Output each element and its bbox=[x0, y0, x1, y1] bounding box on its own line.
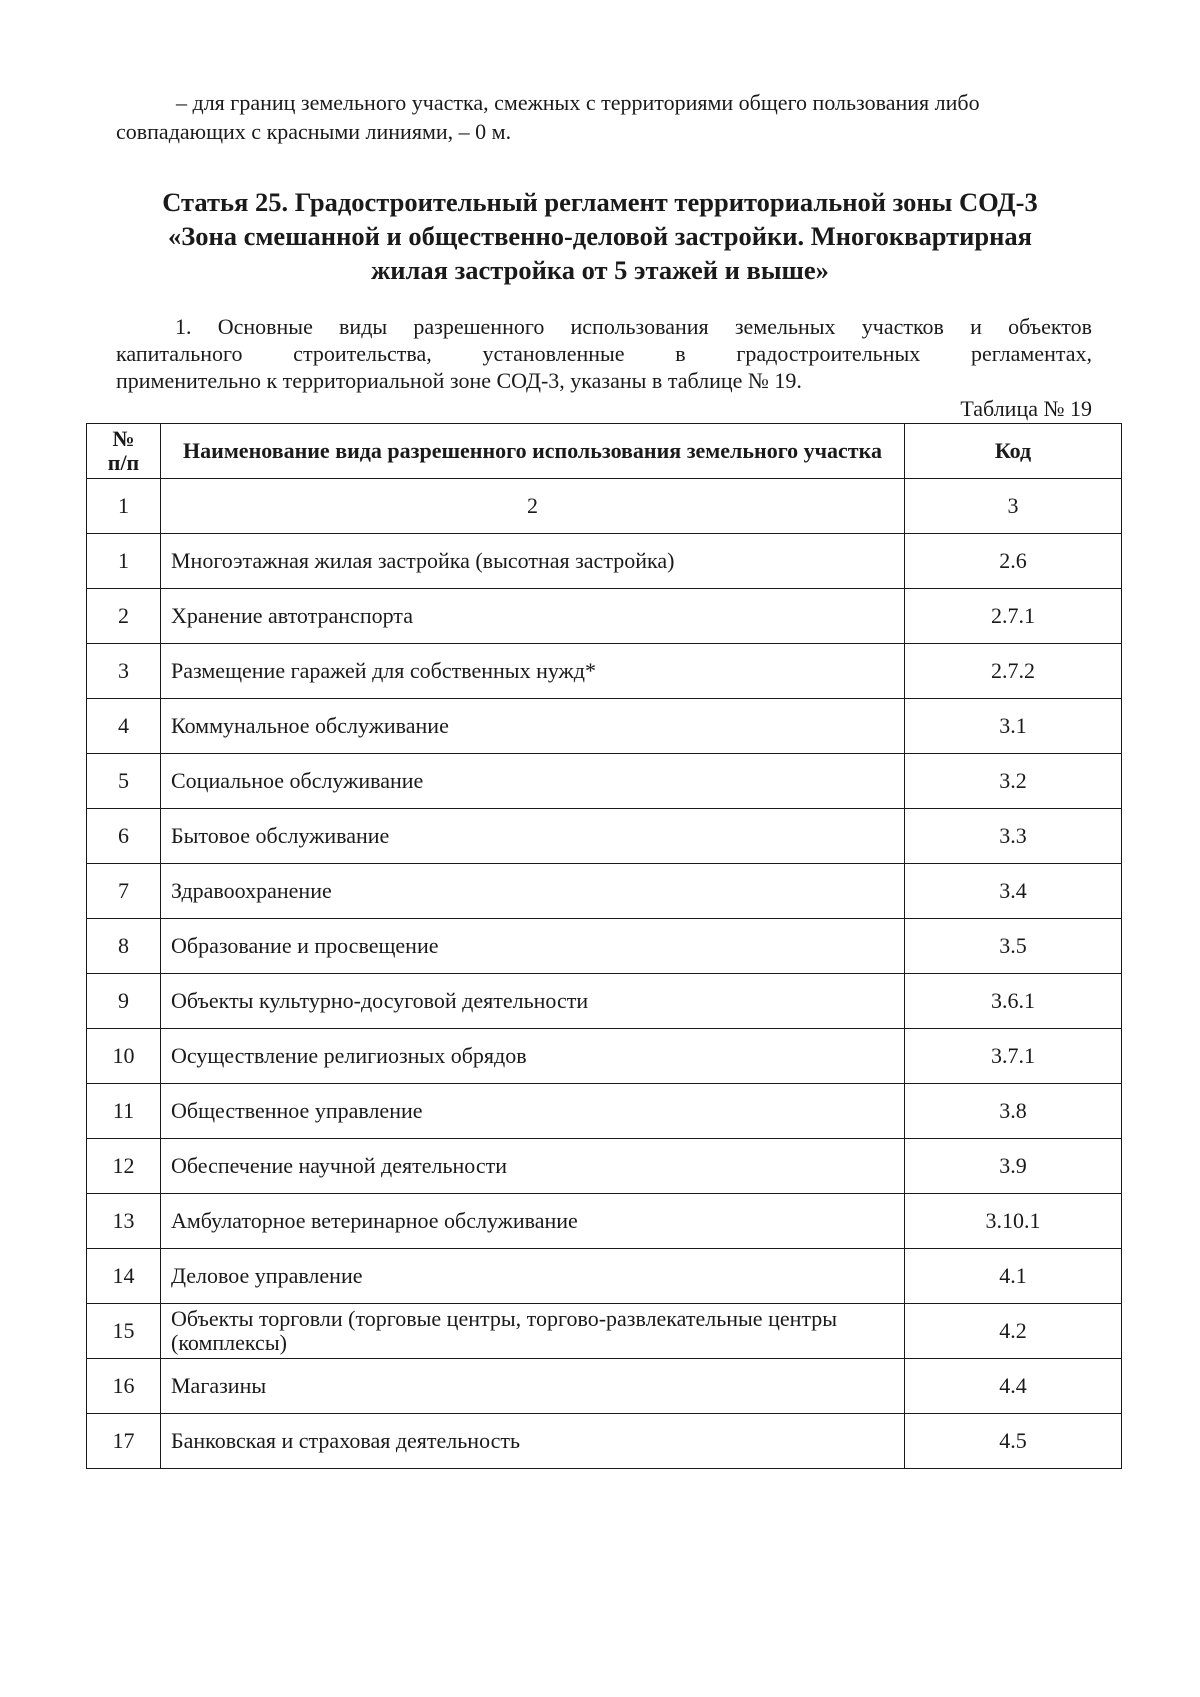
row-use-name-cell: Социальное обслуживание bbox=[161, 754, 905, 809]
paragraph-line-1: 1. Основные виды разрешенного использования земельных участков и объектов bbox=[175, 314, 1092, 339]
row-use-name-cell: Объекты культурно-досуговой деятельности bbox=[161, 974, 905, 1029]
row-number-cell: 4 bbox=[87, 699, 161, 754]
heading-line-2: «Зона смешанной и общественно-деловой застройки. Многоквартирная bbox=[167, 221, 1033, 251]
table-row bbox=[87, 1194, 1122, 1249]
row-code-cell: 4.2 bbox=[905, 1304, 1122, 1359]
row-use-name-cell: Общественное управление bbox=[161, 1084, 905, 1139]
row-code-cell: 3.1 bbox=[905, 699, 1122, 754]
row-use-name-cell: Образование и просвещение bbox=[161, 919, 905, 974]
row-use-name-cell: Бытовое обслуживание bbox=[161, 809, 905, 864]
row-number-cell: 15 bbox=[87, 1304, 161, 1359]
table-row bbox=[87, 1139, 1122, 1194]
index-cell-name: 2 bbox=[161, 479, 905, 534]
row-number-cell: 11 bbox=[87, 1084, 161, 1139]
permitted-use-table bbox=[86, 423, 1122, 1469]
row-use-name-cell: Коммунальное обслуживание bbox=[161, 699, 905, 754]
table-row bbox=[87, 1084, 1122, 1139]
row-number-cell: 10 bbox=[87, 1029, 161, 1084]
row-use-name-cell: Магазины bbox=[161, 1359, 905, 1414]
row-number-cell: 2 bbox=[87, 589, 161, 644]
header-code: Код bbox=[905, 424, 1122, 479]
index-cell-number: 1 bbox=[87, 479, 161, 534]
table-row bbox=[87, 754, 1122, 809]
row-use-name-cell: Амбулаторное ветеринарное обслуживание bbox=[161, 1194, 905, 1249]
row-code-cell: 3.4 bbox=[905, 864, 1122, 919]
heading-line-1: Статья 25. Градостроительный регламент территориальной зоны СОД-3 bbox=[162, 187, 1038, 217]
row-code-cell: 2.7.1 bbox=[905, 589, 1122, 644]
row-use-name-cell: Хранение автотранспорта bbox=[161, 589, 905, 644]
table-row bbox=[87, 1359, 1122, 1414]
row-code-cell: 2.6 bbox=[905, 534, 1122, 589]
table-row bbox=[87, 589, 1122, 644]
table-row bbox=[87, 1414, 1122, 1469]
row-number-cell: 14 bbox=[87, 1249, 161, 1304]
paragraph-line-2: капитального строительства, установленные в градостроительных регламентах, bbox=[116, 341, 1092, 366]
paragraph-line-3: применительно к территориальной зоне СОД-3, указаны в таблице № 19. bbox=[116, 368, 802, 393]
header-number bbox=[87, 424, 161, 479]
index-cell-code: 3 bbox=[905, 479, 1122, 534]
table-row bbox=[87, 1249, 1122, 1304]
row-code-cell: 3.8 bbox=[905, 1084, 1122, 1139]
table-row bbox=[87, 864, 1122, 919]
row-number-cell: 13 bbox=[87, 1194, 161, 1249]
row-code-cell: 2.7.2 bbox=[905, 644, 1122, 699]
intro-text bbox=[116, 88, 1092, 146]
row-code-cell: 3.6.1 bbox=[905, 974, 1122, 1029]
table-row bbox=[87, 644, 1122, 699]
row-number-cell: 6 bbox=[87, 809, 161, 864]
table-row bbox=[87, 534, 1122, 589]
row-number-cell: 7 bbox=[87, 864, 161, 919]
header-use-name: Наименование вида разрешенного использования земельного участка bbox=[161, 424, 905, 479]
row-number-cell: 16 bbox=[87, 1359, 161, 1414]
row-use-name-cell: Деловое управление bbox=[161, 1249, 905, 1304]
table-row bbox=[87, 1304, 1122, 1359]
table-row bbox=[87, 699, 1122, 754]
row-code-cell: 3.9 bbox=[905, 1139, 1122, 1194]
row-code-cell: 3.10.1 bbox=[905, 1194, 1122, 1249]
row-use-name-cell: Осуществление религиозных обрядов bbox=[161, 1029, 905, 1084]
row-code-cell: 3.3 bbox=[905, 809, 1122, 864]
row-number-cell: 17 bbox=[87, 1414, 161, 1469]
row-number-cell: 9 bbox=[87, 974, 161, 1029]
row-code-cell: 4.1 bbox=[905, 1249, 1122, 1304]
header-number-line-1: № bbox=[112, 426, 135, 451]
intro-line-2: совпадающих с красными линиями, – 0 м. bbox=[116, 119, 512, 144]
row-number-cell: 5 bbox=[87, 754, 161, 809]
header-number-line-2: п/п bbox=[107, 450, 140, 475]
row-use-name-cell: Многоэтажная жилая застройка (высотная застройка) bbox=[161, 534, 905, 589]
table-header-row bbox=[87, 424, 1122, 479]
table-row bbox=[87, 809, 1122, 864]
row-use-name-cell: Объекты торговли (торговые центры, торгово-развлекательные центры (комплексы) bbox=[161, 1304, 905, 1359]
row-use-name-cell: Размещение гаражей для собственных нужд* bbox=[161, 644, 905, 699]
row-code-cell: 3.7.1 bbox=[905, 1029, 1122, 1084]
article-paragraph bbox=[116, 313, 1092, 394]
row-code-cell: 3.5 bbox=[905, 919, 1122, 974]
table-caption: Таблица № 19 bbox=[960, 396, 1092, 421]
article-heading bbox=[100, 185, 1100, 287]
row-number-cell: 12 bbox=[87, 1139, 161, 1194]
column-index-row bbox=[87, 479, 1122, 534]
table-row bbox=[87, 1029, 1122, 1084]
row-code-cell: 4.4 bbox=[905, 1359, 1122, 1414]
heading-line-3: жилая застройка от 5 этажей и выше» bbox=[371, 255, 829, 285]
row-use-name-cell: Здравоохранение bbox=[161, 864, 905, 919]
row-code-cell: 4.5 bbox=[905, 1414, 1122, 1469]
row-code-cell: 3.2 bbox=[905, 754, 1122, 809]
table-row bbox=[87, 974, 1122, 1029]
table-row bbox=[87, 919, 1122, 974]
row-use-name-cell: Обеспечение научной деятельности bbox=[161, 1139, 905, 1194]
row-number-cell: 8 bbox=[87, 919, 161, 974]
row-number-cell: 3 bbox=[87, 644, 161, 699]
intro-line-1: – для границ земельного участка, смежных с территориями общего пользования либо bbox=[176, 90, 980, 115]
row-number-cell: 1 bbox=[87, 534, 161, 589]
row-use-name-cell: Банковская и страховая деятельность bbox=[161, 1414, 905, 1469]
